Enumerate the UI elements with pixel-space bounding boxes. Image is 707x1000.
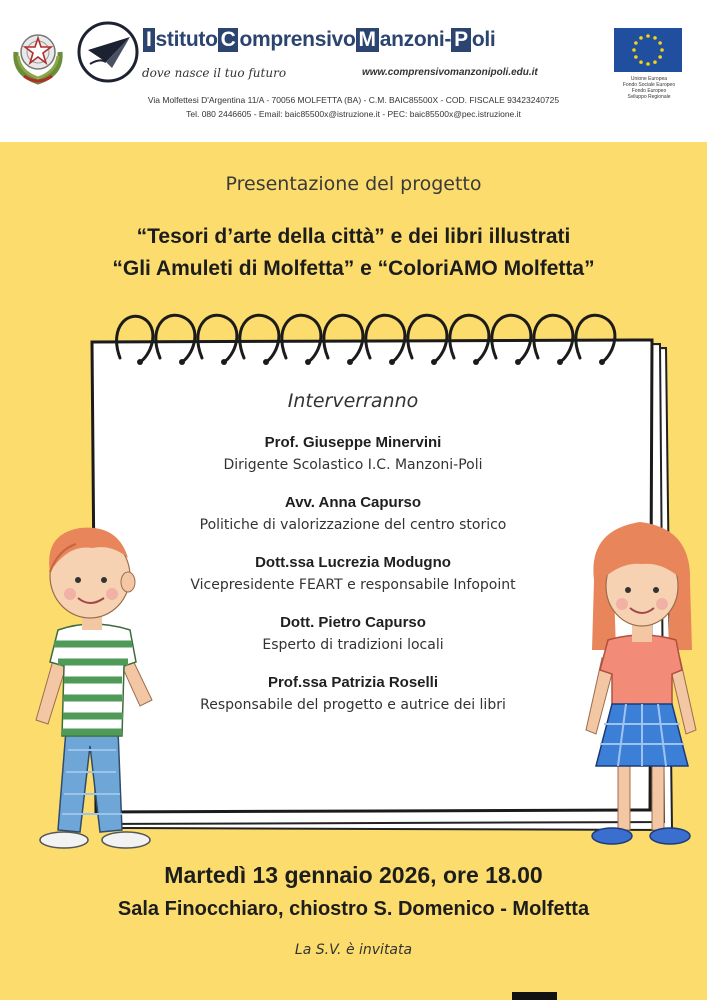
eu-star (634, 55, 638, 59)
eu-star (639, 60, 643, 64)
project-title-line-1: “Tesori d’arte della città” e dei libri illustrati (136, 225, 571, 248)
eu-star (634, 41, 638, 45)
speakers-list (128, 390, 578, 733)
paper-plane-logo-icon (76, 20, 140, 84)
eu-star (646, 62, 650, 66)
eu-star (658, 41, 662, 45)
eu-star (646, 34, 650, 38)
italian-republic-emblem-icon (10, 22, 66, 86)
institute-name (143, 28, 495, 52)
speaker-name: Dott.ssa Lucrezia Modugno (255, 554, 451, 571)
speaker-item (128, 613, 578, 655)
speaker-item (128, 553, 578, 595)
event-venue: Sala Finocchiaro, chiostro S. Domenico - Molfetta (117, 898, 590, 920)
brand-initial-p: P (451, 28, 471, 52)
website-link[interactable]: www.comprensivomanzonipoli.edu.it (362, 67, 538, 78)
brand-word-part: oli (471, 28, 496, 51)
girl-illustration (582, 510, 702, 865)
corner-mark (512, 992, 557, 1000)
eu-star (653, 60, 657, 64)
speaker-name: Prof.ssa Patrizia Roselli (267, 674, 439, 691)
boy-illustration (28, 510, 168, 860)
brand-initial-i: I (143, 28, 155, 52)
eu-line: Sviluppo Regionale (627, 94, 671, 100)
address-line: Via Molfettesi D'Argentina 11/A - 70056 MOLFETTA (BA) - C.M. BAIC85500X - COD. FISCALE 93423240725 (147, 95, 560, 105)
speakers-heading: Interverranno (287, 390, 419, 412)
letterhead (0, 0, 707, 142)
eu-star (639, 36, 643, 40)
eu-line: Unione Europea (630, 76, 668, 82)
speaker-name: Dott. Pietro Capurso (280, 614, 426, 631)
speaker-role: Esperto di tradizioni locali (262, 637, 444, 653)
eu-line: Fondo Europeo (631, 88, 667, 94)
motto: dove nasce il tuo futuro (142, 66, 287, 80)
speaker-name: Avv. Anna Capurso (284, 494, 422, 511)
speaker-role: Dirigente Scolastico I.C. Manzoni-Poli (223, 457, 483, 473)
brand-initial-c: C (218, 28, 239, 52)
eu-star (660, 48, 664, 52)
eu-star (653, 36, 657, 40)
speaker-item (128, 433, 578, 475)
eu-line: Fondo Sociale Europeo (622, 82, 676, 88)
speaker-item (128, 493, 578, 535)
speaker-role: Responsabile del progetto e autrice dei libri (200, 697, 506, 713)
brand-word-part: anzoni- (379, 28, 452, 51)
eu-star (658, 55, 662, 59)
brand-word-part: stituto (155, 28, 218, 51)
event-date: Martedì 13 gennaio 2026, ore 18.00 (164, 862, 543, 888)
presentation-heading: Presentazione del progetto (225, 173, 482, 195)
contact-line: Tel. 080 2446605 - Email: baic85500x@istruzione.it - PEC: baic85500x@pec.istruzione.it (186, 109, 521, 119)
eu-star (632, 48, 636, 52)
speaker-item (128, 673, 578, 715)
project-title-line-2: “Gli Amuleti di Molfetta” e “ColoriAMO Molfetta” (112, 257, 595, 280)
eu-flag-icon (614, 28, 682, 72)
brand-word-part: omprensivo (239, 28, 356, 51)
speaker-role: Vicepresidente FEART e responsabile Infopoint (190, 577, 516, 593)
invitation-note: La S.V. è invitata (294, 942, 413, 958)
brand-initial-m: M (356, 28, 379, 52)
speaker-name: Prof. Giuseppe Minervini (264, 434, 442, 451)
speaker-role: Politiche di valorizzazione del centro storico (199, 517, 507, 533)
